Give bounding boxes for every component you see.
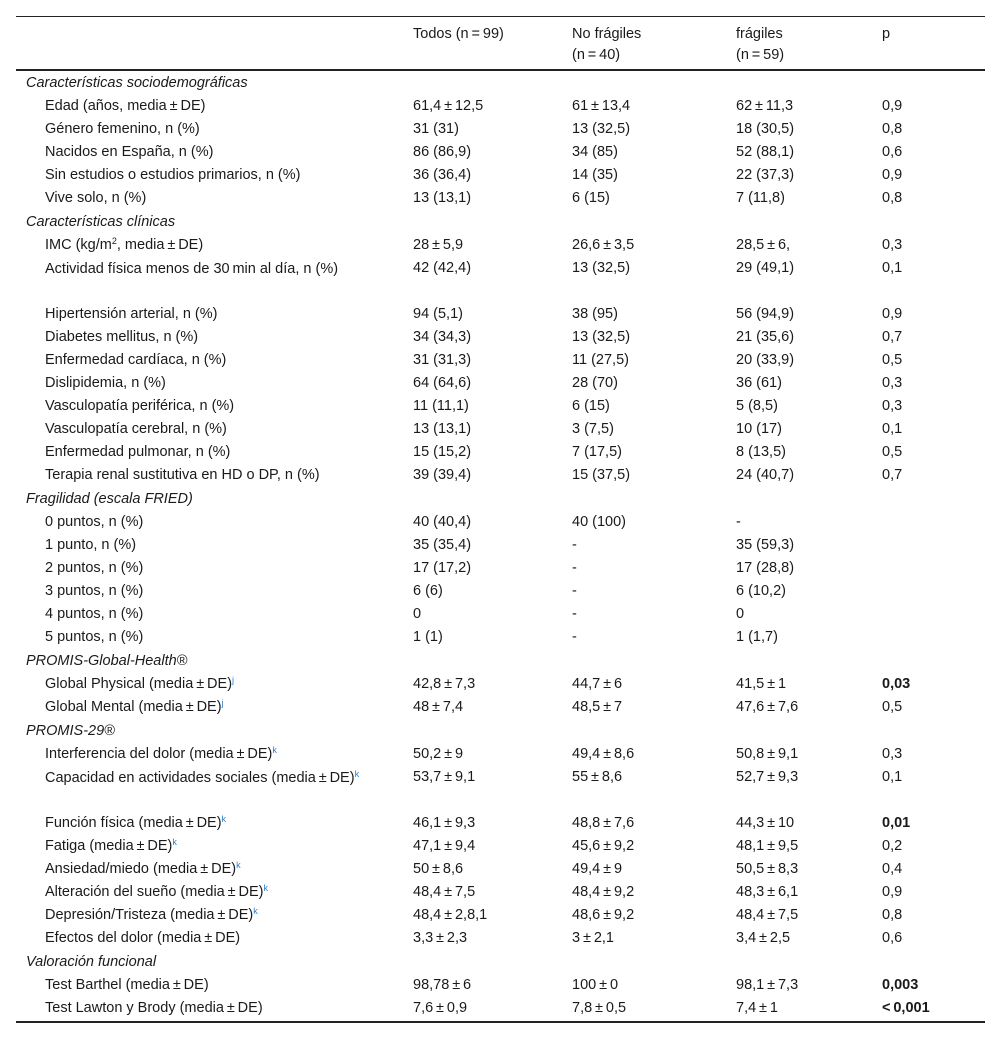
cell-no-fragiles: 48,4 ± 9,2 [572,884,635,900]
cell-todos: 11 (11,1) [413,398,469,414]
cell-fragiles: 50,5 ± 8,3 [736,861,799,877]
table-row [16,557,985,580]
cell-fragiles: 18 (30,5) [736,121,795,137]
cell-todos: 0 [413,606,422,622]
table-row [16,835,985,858]
cell-no-fragiles: 55 ± 8,6 [572,769,623,785]
cell-p-value: 0,8 [882,907,903,923]
cell-fragiles: 5 (8,5) [736,398,778,414]
cell-no-fragiles: 14 (35) [572,167,618,183]
table-row [16,441,985,464]
cell-p-value: 0,5 [882,444,903,460]
header-todos: Todos (n = 99) [413,26,504,42]
table-row [16,743,985,766]
table-row [16,534,985,557]
cell-fragiles: 52,7 ± 9,3 [736,769,799,785]
row-label [45,118,200,141]
cell-no-fragiles: 28 (70) [572,375,618,391]
row-label-text: Nacidos en España, n (%) [45,144,214,160]
cell-todos: 17 (17,2) [413,560,472,576]
row-label [45,187,146,210]
cell-fragiles: 35 (59,3) [736,537,795,553]
cell-todos: 48,4 ± 2,8,1 [413,907,488,923]
row-label-text: Dislipidemia, n (%) [45,375,166,391]
cell-no-fragiles: - [572,606,577,622]
footnote-ref-link[interactable]: k [272,745,277,755]
table-row [16,904,985,927]
cell-no-fragiles: 40 (100) [572,514,627,530]
row-label-text: Test Barthel (media ± DE) [45,977,209,993]
cell-no-fragiles: - [572,560,577,576]
row-label [26,767,376,789]
cell-p-value: 0,3 [882,746,903,762]
cell-no-fragiles: 49,4 ± 9 [572,861,623,877]
section-header [16,210,985,234]
row-label [45,927,240,950]
cell-p-value: 0,5 [882,699,903,715]
row-label [45,835,177,858]
row-label-text: Edad (años, media ± DE) [45,98,206,114]
cell-fragiles: 36 (61) [736,375,782,391]
cell-fragiles: - [736,514,741,530]
table-row [16,234,985,257]
header-p: p [882,26,891,42]
table-row [16,626,985,649]
footnote-ref-link[interactable]: k [354,769,360,779]
row-label [45,974,209,997]
row-label-text: Alteración del sueño (media ± DE) [45,884,264,900]
row-label-text: Fatiga (media ± DE) [45,838,173,854]
table-row [16,303,985,326]
section-title [26,649,187,673]
cell-fragiles: 7 (11,8) [736,190,785,206]
row-label-text: Vasculopatía cerebral, n (%) [45,421,227,437]
cell-fragiles: 48,1 ± 9,5 [736,838,799,854]
row-label [45,557,143,580]
cell-p-value: 0,9 [882,167,903,183]
cell-fragiles: 98,1 ± 7,3 [736,977,799,993]
cell-todos: 1 (1) [413,629,443,645]
table-row [16,696,985,719]
row-label [45,812,226,835]
row-label [45,696,224,719]
cell-todos: 31 (31) [413,121,459,137]
row-label [45,372,166,395]
cell-p-value: 0,3 [882,375,903,391]
row-label-text: Depresión/Tristeza (media ± DE) [45,907,254,923]
row-label-text: Capacidad en actividades sociales (media ± DE) [45,770,355,786]
cell-fragiles: 29 (49,1) [736,260,795,276]
row-label-text: PROMIS-Global-Health® [26,653,188,669]
cell-todos: 48 ± 7,4 [413,699,464,715]
footnote-ref-link[interactable]: k [221,814,227,824]
data-table [16,16,985,1023]
cell-fragiles: 1 (1,7) [736,629,778,645]
cell-fragiles: 44,3 ± 10 [736,815,795,831]
cell-p-value: 0,1 [882,260,903,276]
cell-p-value: 0,4 [882,861,903,877]
row-label [45,234,203,257]
cell-todos: 13 (13,1) [413,421,472,437]
cell-fragiles: 48,4 ± 7,5 [736,907,799,923]
cell-todos: 50,2 ± 9 [413,746,464,762]
row-label-text: Hipertensión arterial, n (%) [45,306,218,322]
cell-no-fragiles: 6 (15) [572,398,610,414]
section-header [16,719,985,743]
cell-fragiles: 17 (28,8) [736,560,795,576]
cell-todos: 53,7 ± 9,1 [413,769,476,785]
cell-todos: 61,4 ± 12,5 [413,98,484,114]
cell-todos: 28 ± 5,9 [413,237,464,253]
header-fragiles: frágiles (n = 59) [736,26,785,63]
row-label [45,511,143,534]
row-label-text: Función física (media ± DE) [45,815,222,831]
cell-todos: 15 (15,2) [413,444,472,460]
footnote-ref-link[interactable]: j [232,675,235,685]
row-label [26,258,376,280]
table-row [16,257,985,303]
cell-p-value: 0,6 [882,930,903,946]
cell-todos: 94 (5,1) [413,306,463,322]
row-label [45,904,258,927]
cell-no-fragiles: 44,7 ± 6 [572,676,623,692]
cell-fragiles: 62 ± 11,3 [736,98,794,114]
table-row [16,511,985,534]
footnote-ref-link[interactable]: k [253,906,258,916]
section-title [26,487,193,511]
row-label-text: Enfermedad cardíaca, n (%) [45,352,227,368]
row-label [45,673,234,696]
row-label-text: 1 punto, n (%) [45,537,137,553]
table-row [16,881,985,904]
cell-todos: 64 (64,6) [413,375,472,391]
cell-no-fragiles: 45,6 ± 9,2 [572,838,635,854]
cell-no-fragiles: 7,8 ± 0,5 [572,1000,627,1016]
table-row [16,349,985,372]
row-label-text: Ansiedad/miedo (media ± DE) [45,861,237,877]
row-label [45,349,226,372]
cell-fragiles: 3,4 ± 2,5 [736,930,791,946]
cell-no-fragiles: 61 ± 13,4 [572,98,631,114]
cell-fragiles: 0 [736,606,745,622]
table-row [16,766,985,812]
table-bottom-rule [16,1021,985,1023]
row-label-text: 3 puntos, n (%) [45,583,144,599]
cell-fragiles: 7,4 ± 1 [736,1000,778,1016]
cell-no-fragiles: - [572,583,577,599]
table-row [16,812,985,835]
row-label-text: 0 puntos, n (%) [45,514,144,530]
table-row [16,326,985,349]
table-row [16,997,985,1020]
row-label-text: Efectos del dolor (media ± DE) [45,930,241,946]
cell-fragiles: 8 (13,5) [736,444,786,460]
cell-no-fragiles: - [572,629,577,645]
cell-no-fragiles: 6 (15) [572,190,610,206]
cell-todos: 34 (34,3) [413,329,472,345]
row-label [45,997,263,1020]
cell-no-fragiles: 48,6 ± 9,2 [572,907,635,923]
cell-no-fragiles: 49,4 ± 8,6 [572,746,635,762]
cell-todos: 13 (13,1) [413,190,472,206]
cell-todos: 40 (40,4) [413,514,472,530]
cell-p-value: 0,3 [882,237,903,253]
footnote-ref-link[interactable]: k [172,837,177,847]
table-row [16,974,985,997]
cell-p-value: 0,2 [882,838,903,854]
table-row [16,187,985,210]
row-label-text: Enfermedad pulmonar, n (%) [45,444,231,460]
row-label [45,441,230,464]
cell-no-fragiles: 3 (7,5) [572,421,614,437]
cell-todos: 6 (6) [413,583,443,599]
cell-todos: 35 (35,4) [413,537,472,553]
cell-fragiles: 24 (40,7) [736,467,795,483]
cell-fragiles: 21 (35,6) [736,329,795,345]
cell-fragiles: 56 (94,9) [736,306,795,322]
cell-p-value: 0,9 [882,306,903,322]
cell-p-value: 0,7 [882,329,903,345]
table-row [16,418,985,441]
cell-no-fragiles: 34 (85) [572,144,618,160]
table-row [16,580,985,603]
row-label [45,743,277,766]
section-header [16,649,985,673]
table-row [16,141,985,164]
row-label [45,326,198,349]
cell-no-fragiles: 15 (37,5) [572,467,631,483]
superscript: 2 [111,236,117,246]
table-row [16,464,985,487]
cell-no-fragiles: 26,6 ± 3,5 [572,237,635,253]
header-no-fragiles: No frágiles (n = 40) [572,26,642,63]
cell-fragiles: 6 (10,2) [736,583,786,599]
section-title [26,71,248,95]
row-label-text: Sin estudios o estudios primarios, n (%) [45,167,301,183]
row-label-text: Valoración funcional [26,954,157,970]
section-header [16,950,985,974]
cell-todos: 48,4 ± 7,5 [413,884,476,900]
row-label [45,164,300,187]
row-label [45,418,227,441]
cell-todos: 46,1 ± 9,3 [413,815,476,831]
row-label [45,534,136,557]
footnote-ref-link[interactable]: j [221,698,224,708]
cell-fragiles: 41,5 ± 1 [736,676,787,692]
row-label [45,303,217,326]
cell-no-fragiles: 48,5 ± 7 [572,699,623,715]
cell-todos: 98,78 ± 6 [413,977,472,993]
table-row [16,673,985,696]
row-label-text: 4 puntos, n (%) [45,606,144,622]
row-label [45,580,143,603]
row-label-text: Vive solo, n (%) [45,190,147,206]
row-label-text: Fragilidad (escala FRIED) [26,491,193,507]
row-label [45,95,205,118]
cell-todos: 86 (86,9) [413,144,472,160]
cell-fragiles: 48,3 ± 6,1 [736,884,799,900]
row-label [45,464,320,487]
row-label-text: Interferencia del dolor (media ± DE) [45,746,273,762]
section-title [26,950,156,974]
cell-fragiles: 47,6 ± 7,6 [736,699,799,715]
cell-p-value: 0,5 [882,352,903,368]
cell-fragiles: 10 (17) [736,421,782,437]
cell-no-fragiles: 13 (32,5) [572,260,631,276]
cell-no-fragiles: 11 (27,5) [572,352,629,368]
row-label-text: Diabetes mellitus, n (%) [45,329,199,345]
row-label [45,395,234,418]
cell-todos: 42 (42,4) [413,260,472,276]
cell-fragiles: 22 (37,3) [736,167,795,183]
cell-p-value: 0,03 [882,676,911,692]
cell-todos: 3,3 ± 2,3 [413,930,468,946]
cell-p-value: 0,3 [882,398,903,414]
table-row [16,603,985,626]
row-label-text: Género femenino, n (%) [45,121,200,137]
section-title [26,210,175,234]
row-label-text: 2 puntos, n (%) [45,560,144,576]
cell-p-value: 0,1 [882,769,903,785]
table-header [16,16,985,71]
cell-p-value: 0,9 [882,98,903,114]
cell-todos: 36 (36,4) [413,167,472,183]
table-row [16,858,985,881]
row-label-text: Global Mental (media ± DE) [45,699,222,715]
cell-no-fragiles: 38 (95) [572,306,618,322]
row-label [45,881,268,904]
cell-fragiles: 50,8 ± 9,1 [736,746,799,762]
table-row [16,372,985,395]
cell-todos: 7,6 ± 0,9 [413,1000,468,1016]
row-label-text: PROMIS-29® [26,723,115,739]
table-row [16,118,985,141]
cell-no-fragiles: 13 (32,5) [572,329,631,345]
row-label [45,141,213,164]
row-label-text: Características sociodemográficas [26,75,248,91]
cell-todos: 42,8 ± 7,3 [413,676,476,692]
table-body [16,71,985,1020]
cell-no-fragiles: 3 ± 2,1 [572,930,614,946]
cell-todos: 31 (31,3) [413,352,472,368]
row-label [45,603,143,626]
section-title [26,719,115,743]
section-header [16,487,985,511]
cell-no-fragiles: - [572,537,577,553]
row-label-text: Características clínicas [26,214,176,230]
cell-fragiles: 52 (88,1) [736,144,795,160]
cell-fragiles: 28,5 ± 6, [736,237,791,253]
row-label-text: Global Physical (media ± DE) [45,676,233,692]
row-label [45,858,241,881]
row-label-text: IMC (kg/m [45,237,112,253]
row-label [45,626,143,649]
row-label-text: Terapia renal sustitutiva en HD o DP, n (%) [45,467,320,483]
cell-p-value: 0,1 [882,421,903,437]
cell-p-value: 0,6 [882,144,903,160]
footnote-ref-link[interactable]: k [236,860,241,870]
cell-p-value: < 0,001 [882,1000,930,1016]
cell-p-value: 0,8 [882,121,903,137]
cell-p-value: 0,003 [882,977,919,993]
cell-no-fragiles: 48,8 ± 7,6 [572,815,635,831]
cell-todos: 47,1 ± 9,4 [413,838,476,854]
cell-no-fragiles: 7 (17,5) [572,444,622,460]
cell-todos: 39 (39,4) [413,467,472,483]
table-row [16,927,985,950]
row-label-text: Actividad física menos de 30 min al día, n (%) [45,261,339,277]
cell-todos: 50 ± 8,6 [413,861,464,877]
table-row [16,164,985,187]
section-header [16,71,985,95]
row-label-text: Vasculopatía periférica, n (%) [45,398,235,414]
row-label-text: 5 puntos, n (%) [45,629,144,645]
table-row [16,395,985,418]
cell-no-fragiles: 13 (32,5) [572,121,631,137]
row-label-text: , media ± DE) [116,237,204,253]
cell-p-value: 0,8 [882,190,903,206]
cell-p-value: 0,7 [882,467,903,483]
cell-fragiles: 20 (33,9) [736,352,795,368]
table-row [16,95,985,118]
row-label-text: Test Lawton y Brody (media ± DE) [45,1000,263,1016]
cell-no-fragiles: 100 ± 0 [572,977,619,993]
footnote-ref-link[interactable]: k [263,883,268,893]
cell-p-value: 0,9 [882,884,903,900]
cell-p-value: 0,01 [882,815,911,831]
